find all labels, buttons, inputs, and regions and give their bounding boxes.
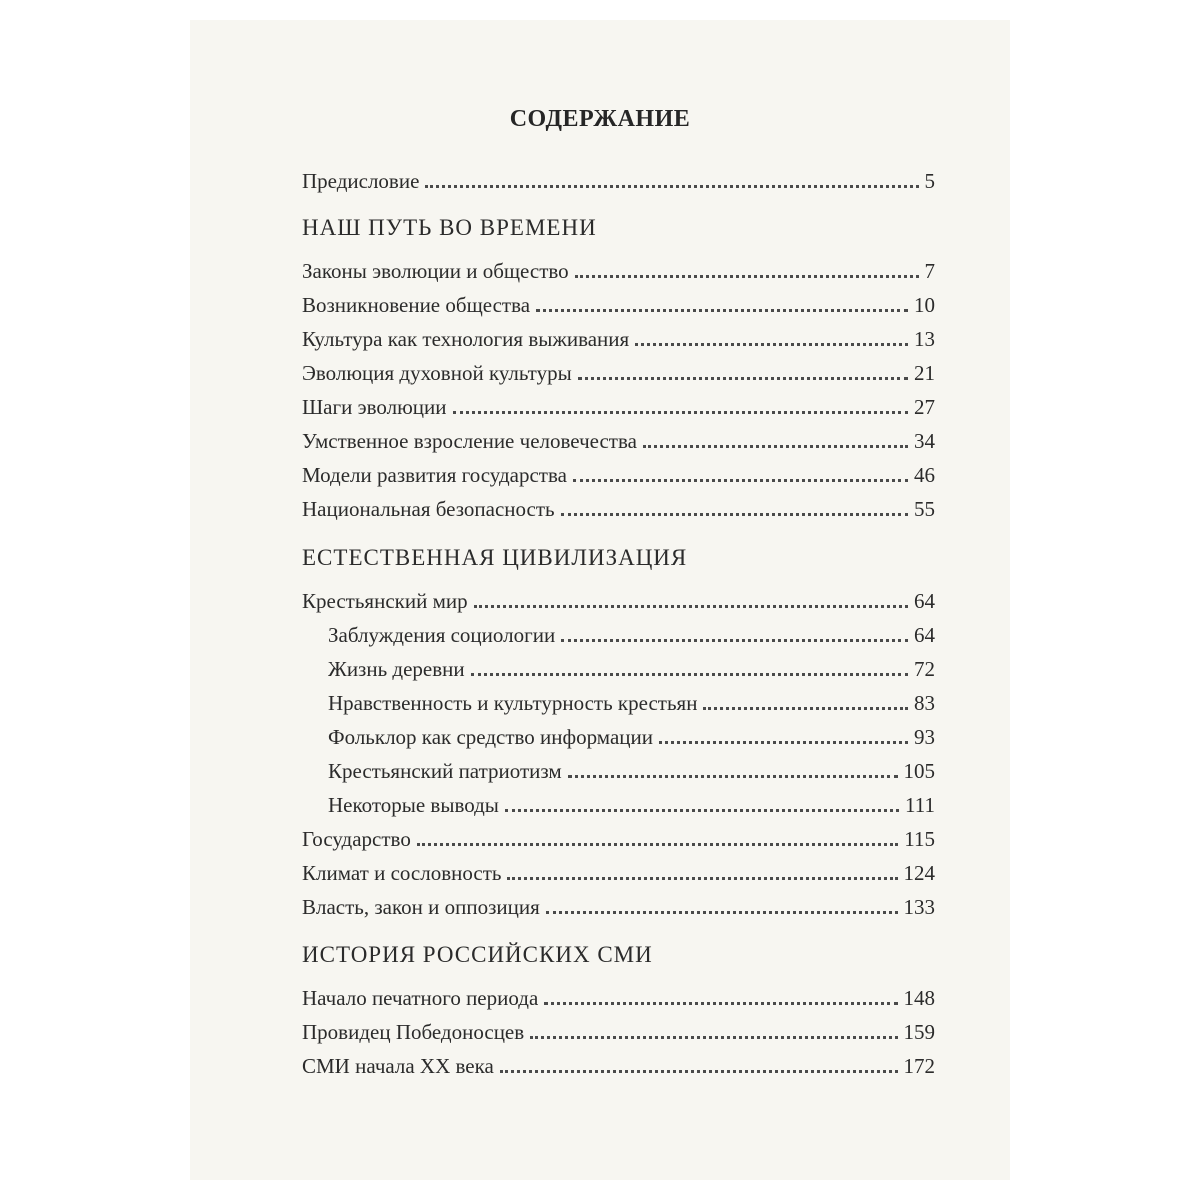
toc-page-number: 46 xyxy=(914,463,935,487)
toc-entry-label: Умственное взросление человечества xyxy=(302,429,637,453)
dot-leader xyxy=(530,1036,897,1039)
toc-entry-label: Провидец Победоносцев xyxy=(302,1020,525,1044)
dot-leader xyxy=(536,309,908,312)
toc-page-number: 83 xyxy=(914,691,935,715)
dot-leader xyxy=(568,775,898,778)
toc-entry-label: Власть, закон и оппозиция xyxy=(302,895,540,919)
toc-subentry[interactable] xyxy=(328,654,935,684)
toc-entry-label: Климат и сословность xyxy=(302,861,502,885)
toc-entry-label: Нравственность и культурность крестьян xyxy=(328,691,698,715)
dot-leader xyxy=(471,673,908,676)
toc-section-heading: ИСТОРИЯ РОССИЙСКИХ СМИ xyxy=(302,942,653,967)
toc-entry-label: Шаги эволюции xyxy=(302,395,447,419)
toc-entry-label: Эволюция духовной культуры xyxy=(302,361,572,385)
toc-entry[interactable] xyxy=(302,824,935,854)
dot-leader xyxy=(425,185,918,188)
toc-entry[interactable] xyxy=(302,983,935,1013)
toc-page-number: 115 xyxy=(904,827,935,851)
toc-entry[interactable] xyxy=(302,858,935,888)
toc-subentry[interactable] xyxy=(328,756,935,786)
toc-entry-label: Культура как технология выживания xyxy=(302,327,630,351)
toc-page-number: 111 xyxy=(905,793,935,817)
toc-entry[interactable] xyxy=(302,1017,935,1047)
dot-leader xyxy=(659,741,908,744)
dot-leader xyxy=(575,275,919,278)
dot-leader xyxy=(544,1002,897,1005)
toc-entry-label: СМИ начала XX века xyxy=(302,1054,494,1078)
toc-section-heading: НАШ ПУТЬ ВО ВРЕМЕНИ xyxy=(302,215,597,240)
toc-subentry[interactable] xyxy=(328,722,935,752)
toc-entry[interactable] xyxy=(302,256,935,286)
toc-page-number: 55 xyxy=(914,497,935,521)
dot-leader xyxy=(474,605,908,608)
dot-leader xyxy=(561,639,908,642)
dot-leader xyxy=(635,343,908,346)
toc-page-number: 105 xyxy=(903,759,935,783)
toc-entry-label: Государство xyxy=(302,827,411,851)
toc-title: СОДЕРЖАНИЕ xyxy=(509,106,691,132)
toc-page-number: 13 xyxy=(914,327,935,351)
toc-entry-label: Начало печатного периода xyxy=(302,986,539,1010)
toc-entry[interactable] xyxy=(302,1051,935,1081)
toc-entry-label: Крестьянский мир xyxy=(302,589,468,613)
toc-entry-label: Законы эволюции и общество xyxy=(302,259,569,283)
toc-subentry[interactable] xyxy=(328,790,935,820)
toc-entry[interactable] xyxy=(302,892,935,922)
toc-page-number: 124 xyxy=(903,861,935,885)
toc-page-number: 7 xyxy=(924,259,935,283)
toc-subentry[interactable] xyxy=(328,688,935,718)
dot-leader xyxy=(500,1070,898,1073)
toc-page-number: 133 xyxy=(903,895,935,919)
toc-subentry[interactable] xyxy=(328,620,935,650)
toc-page-number: 5 xyxy=(924,169,935,193)
toc-entry-label: Предисловие xyxy=(302,169,420,193)
toc-entry[interactable] xyxy=(302,494,935,524)
toc-page-number: 72 xyxy=(914,657,935,681)
dot-leader xyxy=(546,911,898,914)
dot-leader xyxy=(561,513,908,516)
toc-entry-label: Крестьянский патриотизм xyxy=(328,759,562,783)
dot-leader xyxy=(703,707,908,710)
toc-page-number: 21 xyxy=(914,361,935,385)
toc-entry[interactable] xyxy=(302,426,935,456)
toc-entry-label: Фольклор как средство информации xyxy=(328,725,653,749)
toc-page-number: 34 xyxy=(914,429,935,453)
toc-page-number: 64 xyxy=(914,623,935,647)
dot-leader xyxy=(453,411,909,414)
toc-entry-label: Возникновение общества xyxy=(302,293,531,317)
dot-leader xyxy=(573,479,908,482)
toc-section-heading: ЕСТЕСТВЕННАЯ ЦИВИЛИЗАЦИЯ xyxy=(302,545,688,570)
toc-entry-label: Модели развития государства xyxy=(302,463,567,487)
book-page xyxy=(190,20,1010,1180)
toc-entry[interactable] xyxy=(302,290,935,320)
toc-entry-label: Жизнь деревни xyxy=(328,657,465,681)
dot-leader xyxy=(507,877,897,880)
toc-page-number: 10 xyxy=(914,293,935,317)
dot-leader xyxy=(417,843,898,846)
toc-entry-label: Заблуждения социологии xyxy=(328,623,556,647)
dot-leader xyxy=(643,445,908,448)
toc-entry[interactable] xyxy=(302,460,935,490)
toc-entry[interactable] xyxy=(302,324,935,354)
toc-page-number: 27 xyxy=(914,395,935,419)
dot-leader xyxy=(578,377,908,380)
toc-entry[interactable] xyxy=(302,392,935,422)
toc-entry-label: Национальная безопасность xyxy=(302,497,555,521)
toc-entry-preface[interactable] xyxy=(302,166,935,196)
toc-page-number: 64 xyxy=(914,589,935,613)
toc-entry[interactable] xyxy=(302,586,935,616)
toc-entry-label: Некоторые выводы xyxy=(328,793,499,817)
toc-page-number: 148 xyxy=(903,986,935,1010)
toc-page-number: 93 xyxy=(914,725,935,749)
toc-page-number: 172 xyxy=(903,1054,935,1078)
dot-leader xyxy=(505,809,899,812)
toc-entry[interactable] xyxy=(302,358,935,388)
toc-page-number: 159 xyxy=(903,1020,935,1044)
